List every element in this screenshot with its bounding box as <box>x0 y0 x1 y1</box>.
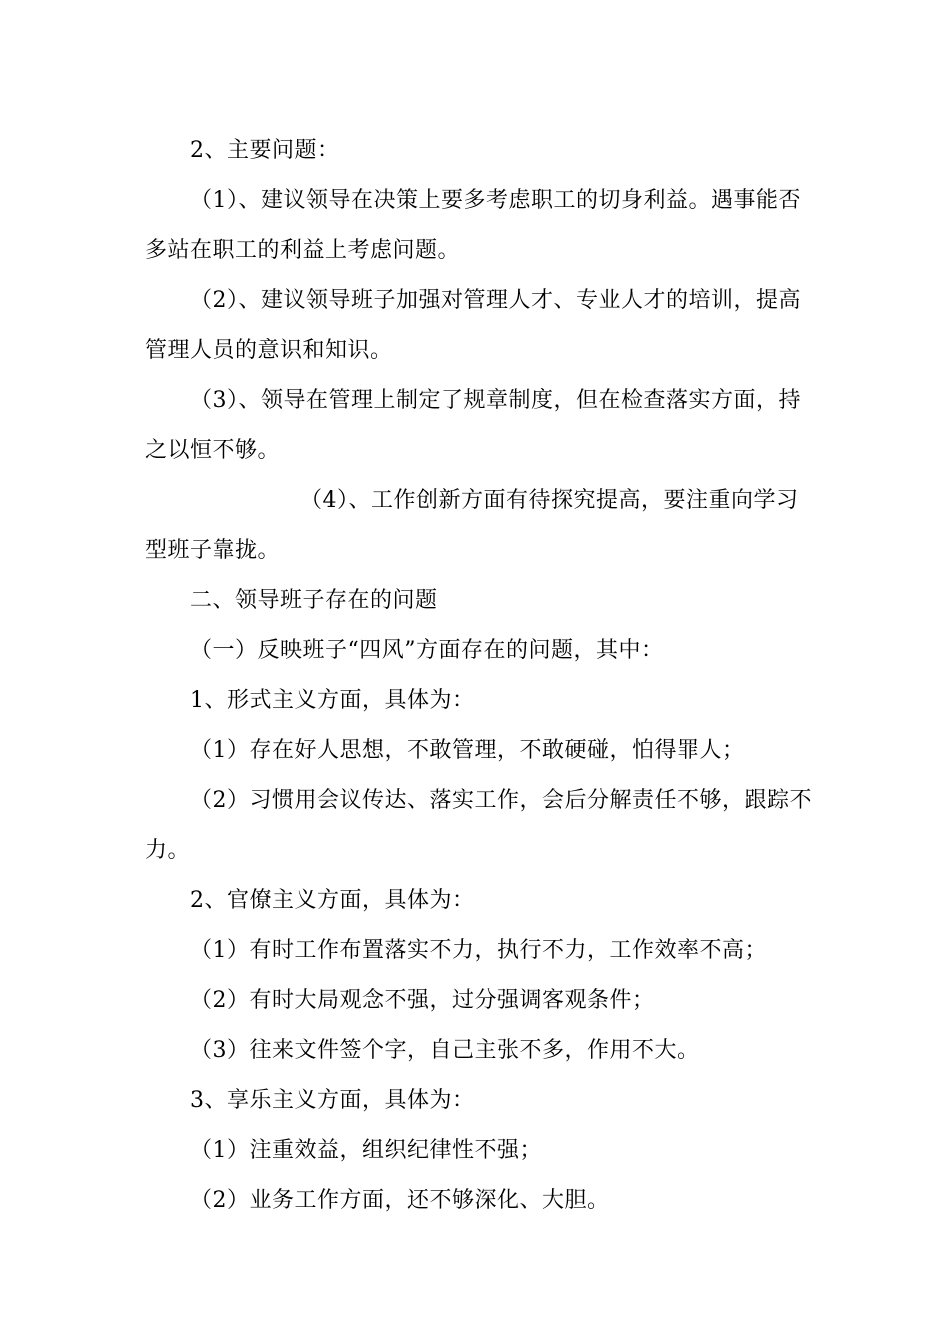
paragraph-line: （3）、领导在管理上制定了规章制度，但在检查落实方面，持 <box>190 388 801 413</box>
paragraph-line: （2）习惯用会议传达、落实工作，会后分解责任不够，跟踪不 <box>190 788 812 813</box>
paragraph-line: 型班子靠拢。 <box>145 538 281 563</box>
paragraph-line: （4）、工作创新方面有待探究提高，要注重向学习 <box>300 488 799 513</box>
paragraph-line: （2）业务工作方面，还不够深化、大胆。 <box>190 1188 610 1213</box>
paragraph-line: （3）往来文件签个字，自己主张不多，作用不大。 <box>190 1038 700 1063</box>
item-heading: 2、官僚主义方面，具体为： <box>190 888 475 913</box>
paragraph-line: 多站在职工的利益上考虑问题。 <box>145 238 461 263</box>
paragraph-line: （1）注重效益，组织纪律性不强； <box>190 1138 542 1163</box>
paragraph-line: （2）、建议领导班子加强对管理人才、专业人才的培训，提高 <box>190 288 801 313</box>
paragraph-line: （2）有时大局观念不强，过分强调客观条件； <box>190 988 655 1013</box>
paragraph-line: （1）有时工作布置落实不力，执行不力，工作效率不高； <box>190 938 767 963</box>
heading-main-problems: 2、主要问题： <box>190 138 340 163</box>
item-heading: 1、形式主义方面，具体为： <box>190 688 475 713</box>
item-heading: 3、享乐主义方面，具体为： <box>190 1088 475 1113</box>
paragraph-line: 之以恒不够。 <box>145 438 281 463</box>
paragraph-line: 力。 <box>145 838 191 863</box>
paragraph-line: 管理人员的意识和知识。 <box>145 338 393 363</box>
paragraph-line: （1）存在好人思想，不敢管理，不敢硬碰，怕得罪人； <box>190 738 745 763</box>
section-heading: 二、领导班子存在的问题 <box>190 588 438 613</box>
paragraph-line: （1）、建议领导在决策上要多考虑职工的切身利益。遇事能否 <box>190 188 801 213</box>
subsection-heading: （一）反映班子“四风”方面存在的问题，其中： <box>190 638 664 663</box>
